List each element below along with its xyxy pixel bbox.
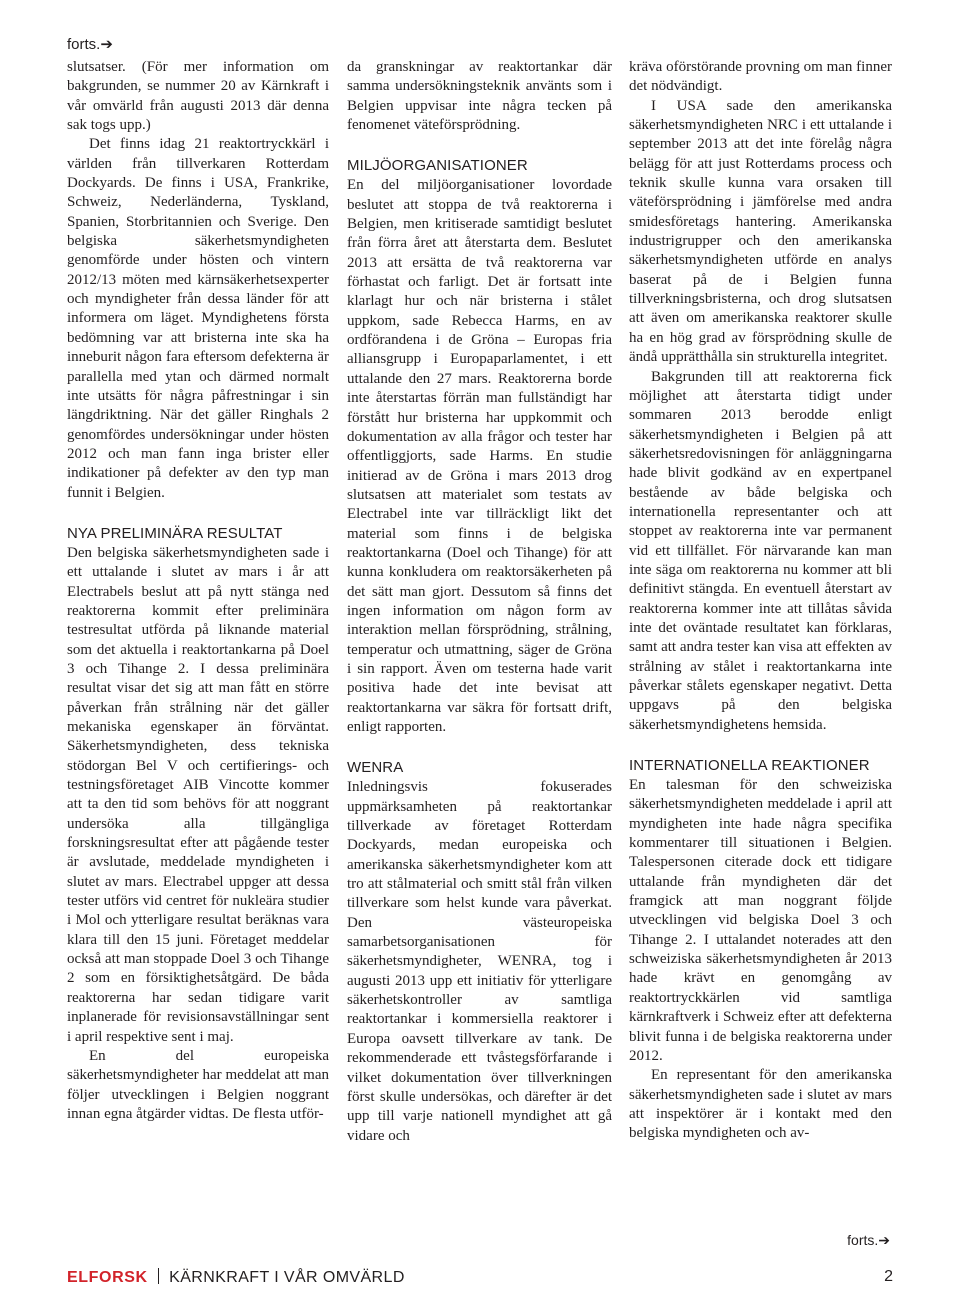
paragraph: Inledningsvis fokuserades uppmärksamheten på reaktortankar tillverkade av företaget Rotterdam Dockyards, medan europeiska och amerikanska säkerhetsmyndigheter kom att tro att stålmaterial och smitt stål från vilken tillverkare som helst kunde vara påverkat. Den västeuropeiska samarbetsorganisationen för säkerhetsmyndigheter, WENRA, tog i augusti 2013 upp ett initiativ för ytterligare säkerhetskontroller av samtliga reaktortankar i kommersiella reaktorer i Europa oavsett tillverkare av tank. De rekommenderade ett tvåstegsförfarande i vilket dokumentation över tillverkningen först skulle undersökas, och därefter är det upp till varje nationell myndighet att gå vidare och bbox=[347, 779, 612, 1144]
section-heading: INTERNATIONELLA REAKTIONER bbox=[629, 757, 870, 775]
paragraph: Det finns idag 21 reaktortryckkärl i världen från tillverkaren Rotterdam Dockyards. De finns i USA, Frankrike, Schweiz, Nederländerna, Tyskland, Spanien, Storbritannien och Sverige. Den belgiska säkerhetsmyndigheten genomförde under hösten och vintern 2012/13 möten med kärnsäkerhetsexperter och myndigheter från dessa länder för att informera om läget. Myndighetens första bedömning var att bristerna inte ska ha inneburit någon fara eftersom defekterna är parallella med ytan och därmed normalt inte utsätts för några påfrestningar i sin längdriktning. När det gäller Ringhals 2 genomfördes undersökningar under hösten 2012 och man fann inga brister eller indikationer på defekter av den typ man funnit i Belgien. bbox=[67, 136, 329, 501]
paragraph: En talesman för den schweiziska säkerhetsmyndigheten meddelade i april att myndigheten inte hade några specifika kommentarer till situationen i Belgien. Talespersonen citerade dock ett tidigare uttalande från myndigheten där det framgick att man noggrant följde utvecklingen vid belgiska Doel 3 och Tihange 2. I uttalandet noterades att den schweiziska säkerhetsmyndigheten år 2013 hade krävt en genomgång av reaktortryckkärlen vid samtliga kärnkraftverk i Schweiz efter att defekterna blivit funna i de belgiska reaktorerna under 2012. bbox=[629, 777, 892, 1064]
continued-label-bottom: forts.➔ bbox=[847, 1232, 890, 1248]
footer-divider bbox=[158, 1268, 160, 1284]
continued-label-top: forts.➔ bbox=[67, 36, 113, 53]
paragraph: slutsatser. (För mer information om bakgrunden, se nummer 20 av Kärnkraft i vår omvärld från augusti 2013 där denna sak togs upp.) bbox=[67, 59, 329, 134]
paragraph: I USA sade den amerikanska säkerhetsmyndigheten NRC i ett uttalande i september 2013 att det inte förelåg några belägg för att just Rotterdams process och teknik skulle kunna vara orsaken till väteförsprödning i jämförelse med andra smidesföretags hantering. Amerikanska industrigrupper och den amerikanska säkerhetsmyndigheten utförde en analys baserat på de i Belgien funna tillverkningsbristerna, och drog slutsatsen att även om amerikanska reaktorer skulle ha en hög grad av försprödning skulle de ändå upprätthålla sin strukturella integritet. bbox=[629, 97, 892, 366]
paragraph: kräva oförstörande provning om man finner det nödvändigt. bbox=[629, 59, 892, 95]
section-heading: MILJÖORGANISATIONER bbox=[347, 157, 528, 175]
paragraph: Den belgiska säkerhetsmyndigheten sade i ett uttalande i slutet av mars i år att Electrabels beslut att på nytt stänga ned reaktorerna kommit efter preliminära testresultat utförda på liknande material som det aktuella i reaktortankarna på Doel 3 och Tihange 2. I dessa preliminära resultat visar det sig att man fått en större påverkan från strålning när det gäller mekaniska egenskaper än förväntat. Säkerhetsmyndigheten, dess tekniska stödorgan Bel V och certifierings- och testningsföretaget AIB Vincotte kommer att ta den tid som behövs för att noggrant undersöka alla tillgängliga forskningsresultat efter att pågående tester är avslutade, meddelade myndigheten i slutet av mars. Electrabel uppger att dessa tester utförs vid centret för nukleära studier i Mol och ytterligare resultat beräknas vara klara till den 15 juni. Företaget meddelar också att man stoppade Doel 3 och Tihange 2 som en försiktighetsåtgärd. De båda reaktorerna har sedan tidigare varit inplanerade för revisionsavställningar sent i april respektive sent i maj. bbox=[67, 544, 329, 1045]
page-footer bbox=[67, 1268, 893, 1286]
article-column-3 bbox=[629, 58, 892, 1144]
paragraph: En del miljöorganisationer lovordade beslutet att stoppa de två reaktorerna i Belgien, men kritiserade samtidigt beslutet från förra året att återstarta dem. Beslutet 2013 att ersätta de två reaktorerna var förhastat och farligt. Det är fortsatt inte klarlagt hur och när bristerna i stålet uppkom, sade Rebecca Harms, en av ordförandena i de Gröna – Europas fria alliansgrupp i Europaparlamentet, i ett uttalande den 27 mars. Reaktorerna borde inte återstartas förrän man fullständigt har förstått hur bristerna har uppkommit och dokumentation av alla frågor och tester har offentliggjorts, sade Harms. En studie initierad av de Gröna i mars 2013 drog slutsatsen att materialet som testats av Electrabel inte var tillräckligt likt det material som finns i de belgiska reaktortankarna (Doel och Tihange) för att kunna konkludera om reaktorsäkerheten på det sätt man gjort. Dessutom så finns det ingen information om någon form av interaktion mellan försprödning, strålning, temperatur och utmattning, säger de Gröna i sin rapport. Även om testerna hade varit positiva hade det inte bevisat att reaktortankarna var säkra för fortsatt drift, enligt rapporten. bbox=[347, 177, 612, 735]
article-column-2 bbox=[347, 58, 612, 1146]
elforsk-logo: ELFORSK bbox=[67, 1269, 148, 1286]
article-column-1 bbox=[67, 58, 329, 1124]
paragraph: En representant för den amerikanska säkerhetsmyndigheten sade i slutet av mars att inspektörer är i kontakt med den belgiska myndigheten och av- bbox=[629, 1067, 892, 1142]
section-heading: NYA PRELIMINÄRA RESULTAT bbox=[67, 524, 283, 542]
section-heading: WENRA bbox=[347, 759, 404, 777]
paragraph: Bakgrunden till att reaktorerna fick möjlighet att återstarta tidigt under sommaren 2013 berodde enligt säkerhetsmyndigheten i Belgien på att säkerhetsredovisningen för anläggningarna hade blivit godkänd av en expertpanel bestående av både belgiska och internationella representanter och att stoppet av reaktorerna inte var permanent vid ett tillfället. För närvarande kan man inte säga om reaktorerna nu kommer att bli definitivt stängda. En eventuell återstart av reaktorerna kommer inte att tillåtas såvida inte det oväntade resultatet kan förklaras, samt att andra tester kan visa att effekten av strålning av stålet i reaktortankarna inte påverkar stålets egenskaper negativt. Detta uppgavs på den belgiska säkerhetsmyndighetens hemsida. bbox=[629, 368, 892, 733]
paragraph: En del europeiska säkerhetsmyndigheter har meddelat att man följer utvecklingen i Belgien noggrant innan egna åtgärder vidtas. De flesta utför- bbox=[67, 1047, 329, 1122]
page-number: 2 bbox=[884, 1268, 893, 1285]
publication-title: KÄRNKRAFT I VÅR OMVÄRLD bbox=[169, 1269, 405, 1286]
paragraph: da granskningar av reaktortankar där samma undersökningsteknik använts som i Belgien uppvisar inte några tecken på fenomenet väteförsprödning. bbox=[347, 59, 612, 134]
